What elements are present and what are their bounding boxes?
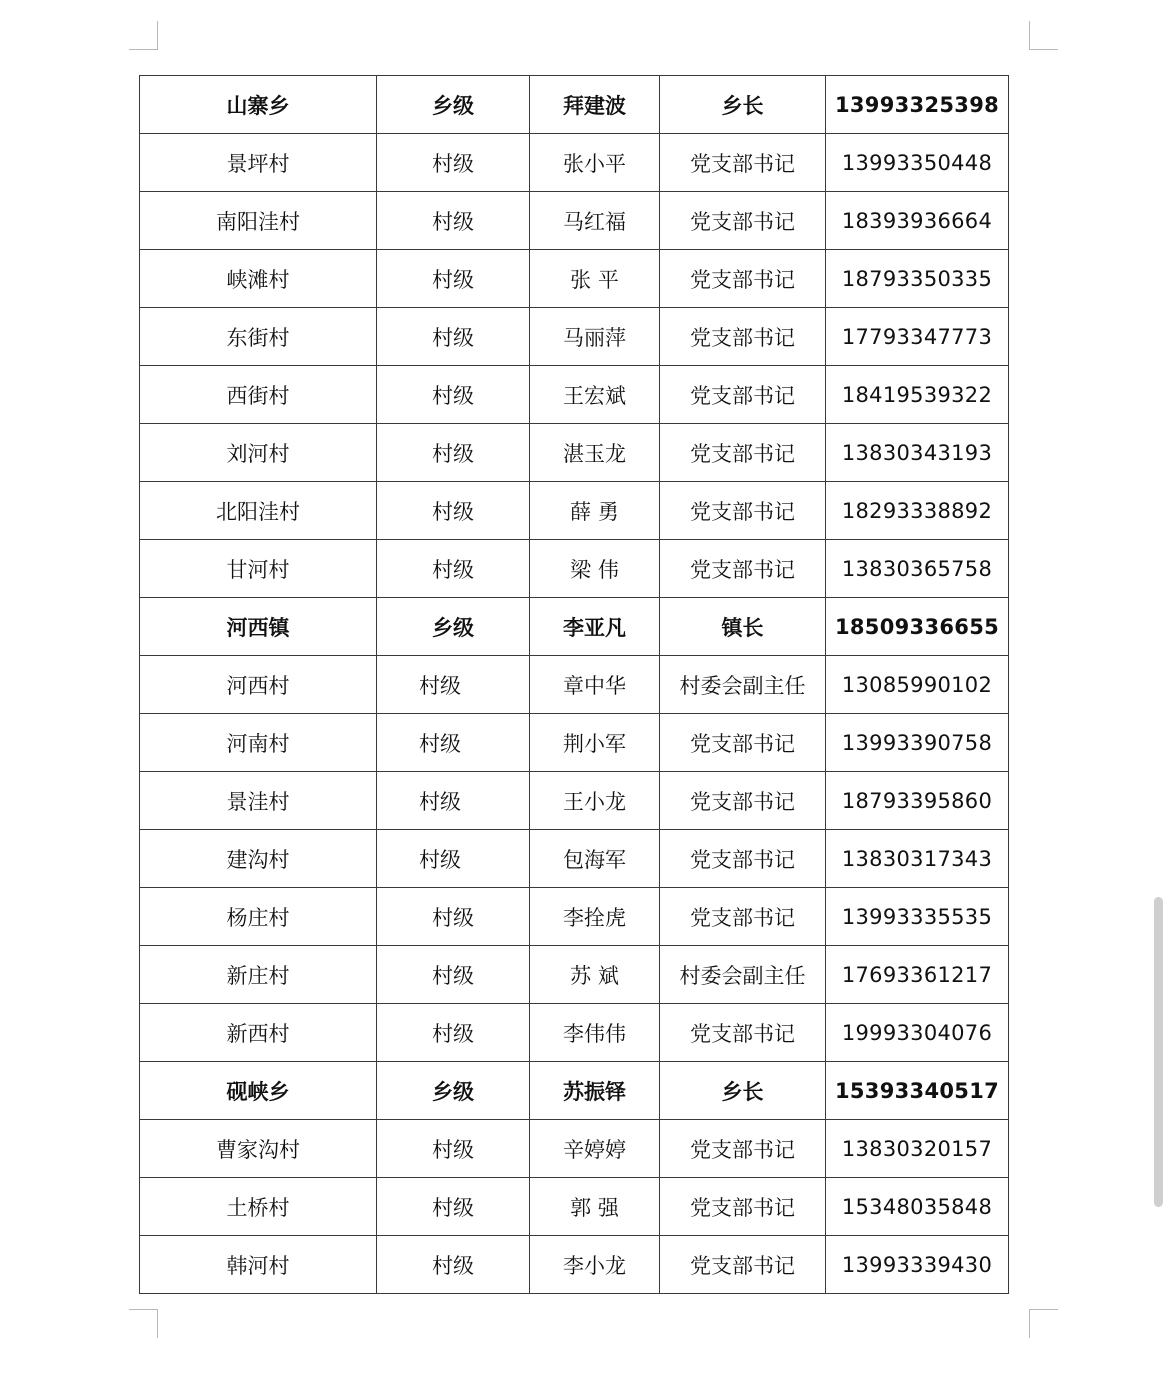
crop-mark-top-left xyxy=(129,21,158,50)
position-cell: 党支部书记 xyxy=(660,830,826,888)
phone-cell: 19993304076 xyxy=(826,1004,1009,1062)
level-cell: 村级 xyxy=(377,482,530,540)
level-cell: 村级 xyxy=(377,1004,530,1062)
table-row-township xyxy=(140,76,1009,134)
level-cell: 村级 xyxy=(377,772,530,830)
person-name-cell: 拜建波 xyxy=(530,76,660,134)
unit-name-cell: 建沟村 xyxy=(140,830,377,888)
crop-mark-bottom-right xyxy=(1029,1309,1058,1338)
phone-cell: 18793395860 xyxy=(826,772,1009,830)
unit-name-cell: 杨庄村 xyxy=(140,888,377,946)
position-cell: 镇长 xyxy=(660,598,826,656)
level-cell: 村级 xyxy=(377,250,530,308)
table-row xyxy=(140,1236,1009,1294)
person-name-cell: 薛 勇 xyxy=(530,482,660,540)
level-cell: 村级 xyxy=(377,1236,530,1294)
unit-name-cell: 峡滩村 xyxy=(140,250,377,308)
table-row xyxy=(140,946,1009,1004)
person-name-cell: 郭 强 xyxy=(530,1178,660,1236)
person-name-cell: 王宏斌 xyxy=(530,366,660,424)
person-name-cell: 王小龙 xyxy=(530,772,660,830)
phone-cell: 18293338892 xyxy=(826,482,1009,540)
position-cell: 乡长 xyxy=(660,76,826,134)
unit-name-cell: 北阳洼村 xyxy=(140,482,377,540)
phone-cell: 18393936664 xyxy=(826,192,1009,250)
person-name-cell: 辛婷婷 xyxy=(530,1120,660,1178)
position-cell: 党支部书记 xyxy=(660,1120,826,1178)
position-cell: 党支部书记 xyxy=(660,1004,826,1062)
unit-name-cell: 新庄村 xyxy=(140,946,377,1004)
table-row xyxy=(140,192,1009,250)
position-cell: 村委会副主任 xyxy=(660,656,826,714)
unit-name-cell: 河西镇 xyxy=(140,598,377,656)
phone-cell: 13830343193 xyxy=(826,424,1009,482)
table-row xyxy=(140,366,1009,424)
position-cell: 党支部书记 xyxy=(660,1236,826,1294)
phone-cell: 13993325398 xyxy=(826,76,1009,134)
phone-cell: 13830365758 xyxy=(826,540,1009,598)
table-row xyxy=(140,656,1009,714)
person-name-cell: 梁 伟 xyxy=(530,540,660,598)
unit-name-cell: 南阳洼村 xyxy=(140,192,377,250)
table-row xyxy=(140,308,1009,366)
person-name-cell: 湛玉龙 xyxy=(530,424,660,482)
phone-cell: 13993390758 xyxy=(826,714,1009,772)
table-row xyxy=(140,1178,1009,1236)
position-cell: 党支部书记 xyxy=(660,308,826,366)
unit-name-cell: 曹家沟村 xyxy=(140,1120,377,1178)
unit-name-cell: 甘河村 xyxy=(140,540,377,598)
table-row xyxy=(140,1004,1009,1062)
unit-name-cell: 土桥村 xyxy=(140,1178,377,1236)
person-name-cell: 章中华 xyxy=(530,656,660,714)
phone-cell: 17793347773 xyxy=(826,308,1009,366)
level-cell: 村级 xyxy=(377,656,530,714)
unit-name-cell: 景坪村 xyxy=(140,134,377,192)
level-cell: 村级 xyxy=(377,134,530,192)
table-row xyxy=(140,830,1009,888)
level-cell: 村级 xyxy=(377,1178,530,1236)
position-cell: 党支部书记 xyxy=(660,540,826,598)
level-cell: 村级 xyxy=(377,946,530,1004)
person-name-cell: 李小龙 xyxy=(530,1236,660,1294)
person-name-cell: 马丽萍 xyxy=(530,308,660,366)
table-row xyxy=(140,424,1009,482)
document-page xyxy=(139,75,1008,1294)
unit-name-cell: 景洼村 xyxy=(140,772,377,830)
table-row-township xyxy=(140,598,1009,656)
unit-name-cell: 砚峡乡 xyxy=(140,1062,377,1120)
position-cell: 党支部书记 xyxy=(660,1178,826,1236)
person-name-cell: 李伟伟 xyxy=(530,1004,660,1062)
phone-cell: 13830320157 xyxy=(826,1120,1009,1178)
level-cell: 村级 xyxy=(377,714,530,772)
position-cell: 党支部书记 xyxy=(660,714,826,772)
crop-mark-bottom-left xyxy=(129,1309,158,1338)
table-row-township xyxy=(140,1062,1009,1120)
position-cell: 党支部书记 xyxy=(660,772,826,830)
table-row xyxy=(140,888,1009,946)
level-cell: 村级 xyxy=(377,192,530,250)
phone-cell: 15348035848 xyxy=(826,1178,1009,1236)
person-name-cell: 李亚凡 xyxy=(530,598,660,656)
person-name-cell: 荆小军 xyxy=(530,714,660,772)
table-row xyxy=(140,714,1009,772)
position-cell: 党支部书记 xyxy=(660,366,826,424)
unit-name-cell: 东街村 xyxy=(140,308,377,366)
phone-cell: 13830317343 xyxy=(826,830,1009,888)
unit-name-cell: 河西村 xyxy=(140,656,377,714)
unit-name-cell: 西街村 xyxy=(140,366,377,424)
table-row xyxy=(140,540,1009,598)
unit-name-cell: 新西村 xyxy=(140,1004,377,1062)
unit-name-cell: 韩河村 xyxy=(140,1236,377,1294)
person-name-cell: 包海军 xyxy=(530,830,660,888)
level-cell: 村级 xyxy=(377,888,530,946)
phone-cell: 18509336655 xyxy=(826,598,1009,656)
unit-name-cell: 刘河村 xyxy=(140,424,377,482)
phone-cell: 15393340517 xyxy=(826,1062,1009,1120)
phone-cell: 18793350335 xyxy=(826,250,1009,308)
table-row xyxy=(140,134,1009,192)
phone-cell: 13085990102 xyxy=(826,656,1009,714)
contact-table xyxy=(139,75,1009,1294)
person-name-cell: 张 平 xyxy=(530,250,660,308)
level-cell: 村级 xyxy=(377,424,530,482)
contact-table-body xyxy=(140,76,1009,1294)
position-cell: 乡长 xyxy=(660,1062,826,1120)
level-cell: 乡级 xyxy=(377,76,530,134)
level-cell: 村级 xyxy=(377,308,530,366)
phone-cell: 13993350448 xyxy=(826,134,1009,192)
person-name-cell: 苏振铎 xyxy=(530,1062,660,1120)
position-cell: 村委会副主任 xyxy=(660,946,826,1004)
table-row xyxy=(140,772,1009,830)
person-name-cell: 马红福 xyxy=(530,192,660,250)
level-cell: 乡级 xyxy=(377,1062,530,1120)
position-cell: 党支部书记 xyxy=(660,888,826,946)
table-row xyxy=(140,1120,1009,1178)
person-name-cell: 李拴虎 xyxy=(530,888,660,946)
table-row xyxy=(140,250,1009,308)
position-cell: 党支部书记 xyxy=(660,134,826,192)
position-cell: 党支部书记 xyxy=(660,192,826,250)
position-cell: 党支部书记 xyxy=(660,250,826,308)
phone-cell: 13993335535 xyxy=(826,888,1009,946)
person-name-cell: 张小平 xyxy=(530,134,660,192)
table-row xyxy=(140,482,1009,540)
level-cell: 乡级 xyxy=(377,598,530,656)
position-cell: 党支部书记 xyxy=(660,424,826,482)
level-cell: 村级 xyxy=(377,540,530,598)
position-cell: 党支部书记 xyxy=(660,482,826,540)
phone-cell: 13993339430 xyxy=(826,1236,1009,1294)
phone-cell: 18419539322 xyxy=(826,366,1009,424)
level-cell: 村级 xyxy=(377,830,530,888)
level-cell: 村级 xyxy=(377,1120,530,1178)
level-cell: 村级 xyxy=(377,366,530,424)
person-name-cell: 苏 斌 xyxy=(530,946,660,1004)
unit-name-cell: 河南村 xyxy=(140,714,377,772)
unit-name-cell: 山寨乡 xyxy=(140,76,377,134)
crop-mark-top-right xyxy=(1029,21,1058,50)
vertical-scrollbar-thumb[interactable] xyxy=(1154,897,1163,1207)
phone-cell: 17693361217 xyxy=(826,946,1009,1004)
